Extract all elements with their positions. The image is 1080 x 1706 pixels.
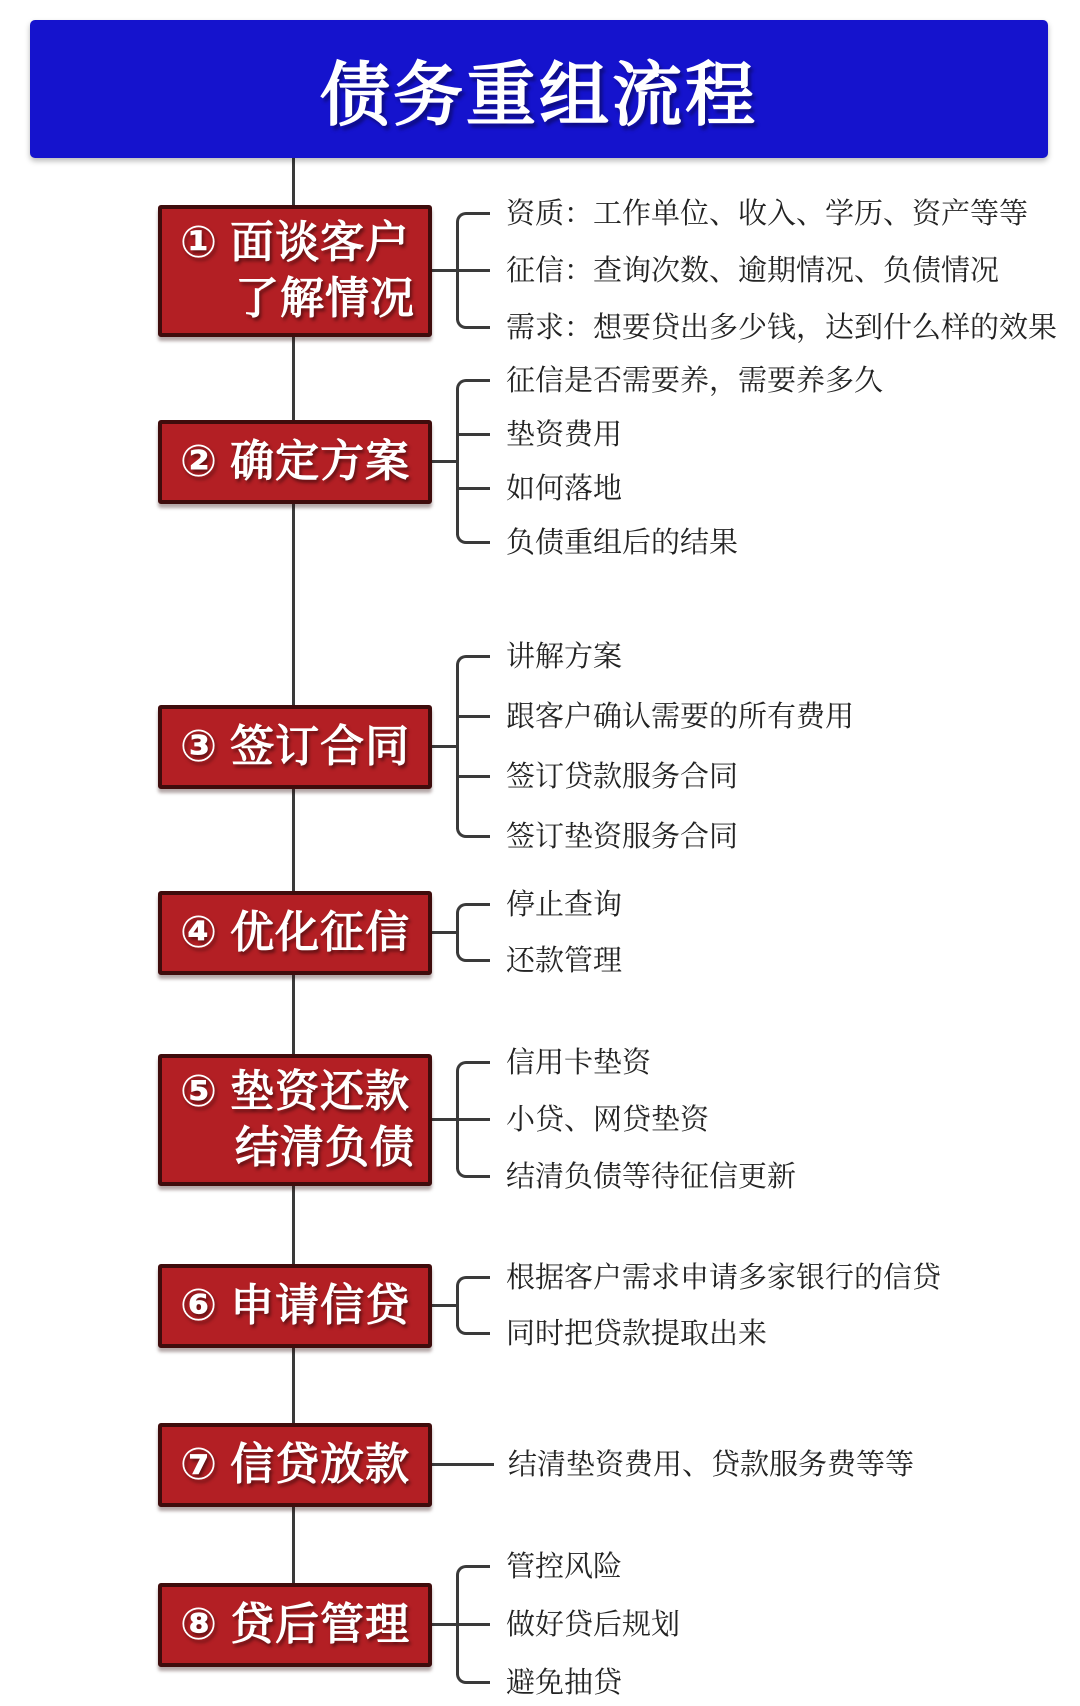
step-1-item: 需求：想要贷出多少钱，达到什么样的效果 [506, 312, 1058, 344]
step-5-bracket-corner-top [456, 1061, 490, 1073]
step-4-number: ④ [179, 908, 219, 957]
step-5-number: ⑤ [179, 1067, 219, 1116]
step-3-bracket-line [456, 665, 459, 829]
step-5-item: 小贷、网贷垫资 [506, 1104, 710, 1136]
step-3-item: 讲解方案 [506, 641, 623, 673]
step-2-item: 负债重组后的结果 [506, 527, 739, 559]
step-6-item: 根据客户需求申请多家银行的信贷 [506, 1262, 942, 1294]
step-2-label: ② 确定方案 [179, 437, 411, 486]
step-5-bracket-tick [456, 1118, 490, 1121]
spine-connector-line [292, 158, 295, 1583]
step-3-box [158, 705, 432, 789]
step-2-stub-line [432, 460, 458, 463]
step-1-label: ① 面谈客户 [179, 218, 411, 267]
step-6-stub-line [432, 1304, 458, 1307]
step-1-stub-line [432, 269, 458, 272]
step-3-stub-line [432, 745, 458, 748]
step-2-item: 垫资费用 [506, 419, 623, 451]
step-1-bracket-corner-top [456, 212, 490, 224]
step-1-label-line2: 了解情况 [235, 274, 415, 323]
step-5-bracket-corner-bottom [456, 1166, 490, 1178]
step-6-box [158, 1264, 432, 1348]
step-8-box [158, 1583, 432, 1667]
step-1-item: 资质：工作单位、收入、学历、资产等等 [506, 198, 1029, 230]
step-1-bracket-corner-bottom [456, 317, 490, 329]
step-2-number: ② [179, 437, 219, 486]
step-2-bracket-tick [456, 433, 490, 436]
step-2-bracket-line [456, 389, 459, 535]
step-5-item: 信用卡垫资 [506, 1047, 652, 1079]
step-6-item: 同时把贷款提取出来 [506, 1318, 768, 1350]
step-8-bracket-tick [456, 1623, 490, 1626]
step-8-bracket-corner-bottom [456, 1672, 490, 1684]
step-7-number: ⑦ [179, 1440, 219, 1489]
step-4-item: 还款管理 [506, 945, 623, 977]
step-6-number: ⑥ [179, 1281, 219, 1330]
step-7-label: ⑦ 信贷放款 [179, 1440, 411, 1489]
step-2-item: 征信是否需要养，需要养多久 [506, 365, 884, 397]
step-8-item: 避免抽贷 [506, 1667, 623, 1699]
step-3-bracket-corner-top [456, 655, 490, 667]
step-2-box [158, 420, 432, 504]
step-3-bracket-tick [456, 775, 490, 778]
step-2-item: 如何落地 [506, 473, 623, 505]
step-4-box [158, 891, 432, 975]
step-3-bracket-corner-bottom [456, 826, 490, 838]
step-5-item: 结清负债等待征信更新 [506, 1161, 797, 1193]
step-5-label: ⑤ 垫资还款 [179, 1067, 411, 1116]
step-8-item: 管控风险 [506, 1551, 623, 1583]
step-5-stub-line [432, 1118, 458, 1121]
step-2-bracket-corner-bottom [456, 532, 490, 544]
step-3-item: 跟客户确认需要的所有费用 [506, 701, 855, 733]
step-8-stub-line [432, 1623, 458, 1626]
step-4-label: ④ 优化征信 [179, 908, 411, 957]
step-8-item: 做好贷后规划 [506, 1609, 681, 1641]
step-1-box [158, 205, 432, 337]
step-1-number: ① [179, 218, 219, 267]
step-7-item: 结清垫资费用、贷款服务费等等 [508, 1449, 915, 1481]
step-6-bracket-corner-bottom [456, 1323, 490, 1335]
step-8-bracket-corner-top [456, 1565, 490, 1577]
header-banner [30, 20, 1048, 158]
step-4-item: 停止查询 [506, 889, 623, 921]
step-6-label: ⑥ 申请信贷 [179, 1281, 411, 1330]
step-5-box [158, 1054, 432, 1186]
step-3-item: 签订贷款服务合同 [506, 761, 739, 793]
step-2-bracket-corner-top [456, 379, 490, 391]
step-7-connector-line [432, 1463, 494, 1466]
step-7-box [158, 1423, 432, 1507]
step-8-label: ⑧ 贷后管理 [179, 1600, 411, 1649]
step-5-label-line2: 结清负债 [235, 1123, 415, 1172]
step-1-item: 征信：查询次数、逾期情况、负债情况 [506, 255, 1000, 287]
step-6-bracket-corner-top [456, 1276, 490, 1288]
step-4-bracket-corner-top [456, 903, 490, 915]
step-3-label: ③ 签订合同 [179, 722, 411, 771]
step-4-bracket-line [456, 913, 459, 953]
step-1-bracket-tick [456, 269, 490, 272]
step-4-bracket-corner-bottom [456, 950, 490, 962]
step-8-number: ⑧ [179, 1600, 219, 1649]
step-3-bracket-tick [456, 715, 490, 718]
step-3-number: ③ [179, 722, 219, 771]
step-3-item: 签订垫资服务合同 [506, 821, 739, 853]
page-title: 债务重组流程 [320, 55, 758, 134]
step-2-bracket-tick [456, 487, 490, 490]
step-4-stub-line [432, 931, 458, 934]
step-6-bracket-line [456, 1286, 459, 1326]
